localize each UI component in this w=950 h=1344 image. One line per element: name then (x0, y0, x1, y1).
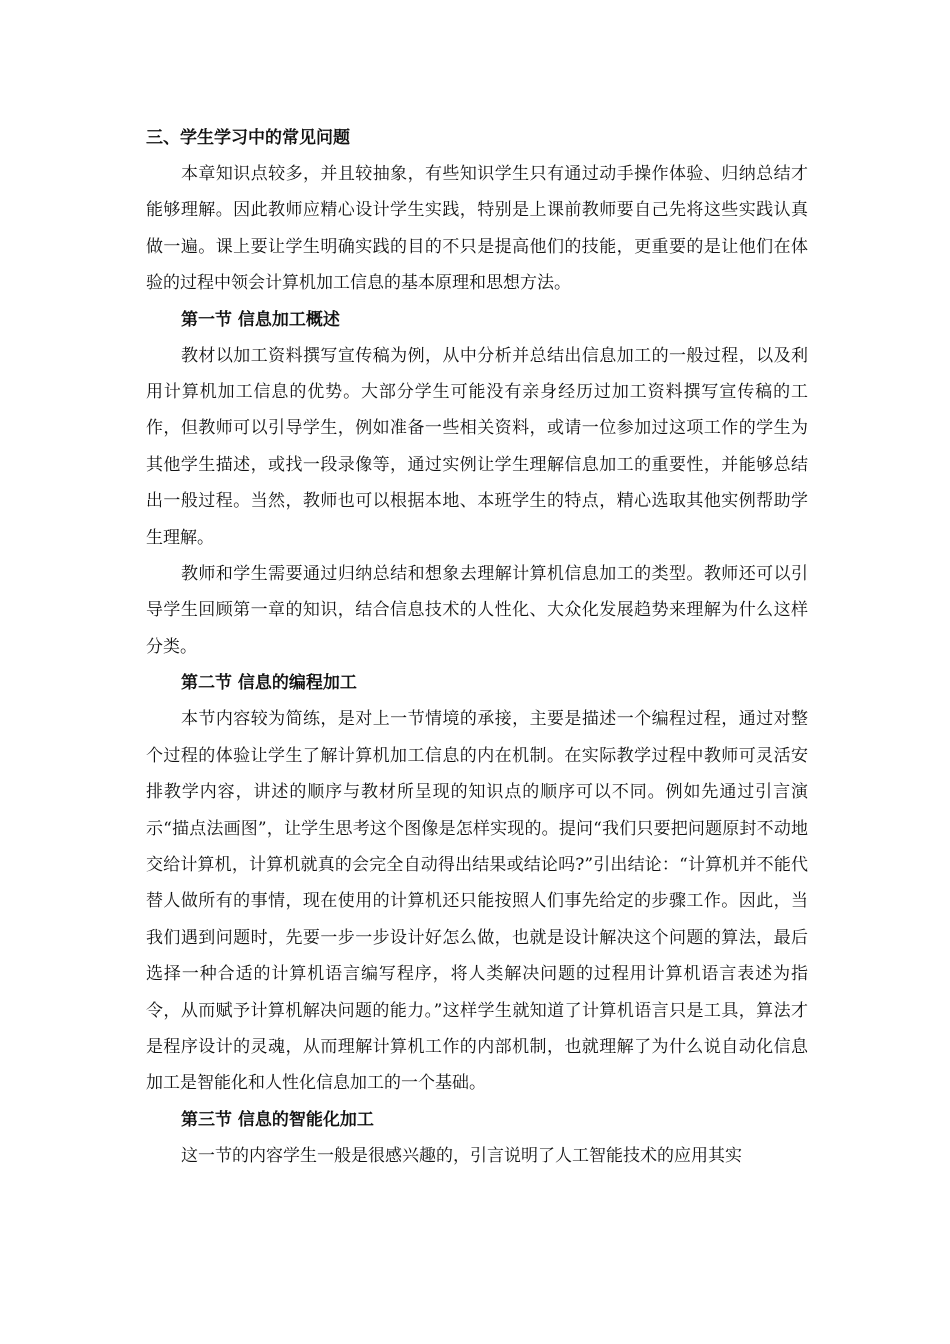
section-heading-part3: 第三节 信息的智能化加工 (181, 1109, 374, 1130)
document-page (146, 120, 808, 1174)
paragraph-part1-a: 教材以加工资料撰写宣传稿为例，从中分析并总结出信息加工的一般过程，以及利用计算机加工信息的优势。大部分学生可能没有亲身经历过加工资料撰写宣传稿的工作，但教师可以引导学生，例如准备一些相关资料，或请一位参加过这项工作的学生为其他学生描述，或找一段录像等，通过实例让学生理解信息加工的重要性，并能够总结出一般过程。当然，教师也可以根据本地、本班学生的特点，精心选取其他实例帮助学生理解。 (146, 345, 808, 548)
section-heading-part1: 第一节 信息加工概述 (181, 309, 340, 330)
section-heading-part2: 第二节 信息的编程加工 (181, 673, 357, 694)
section-heading-common-problems: 三、学生学习中的常见问题 (146, 128, 350, 148)
paragraph-part2: 本节内容较为简练，是对上一节情境的承接，主要是描述一个编程过程，通过对整个过程的体验让学生了解计算机加工信息的内在机制。在实际教学过程中教师可灵活安排教学内容，讲述的顺序与教材所呈现的知识点的顺序可以不同。例如先通过引言演示“描点法画图”，让学生思考这个图像是怎样实现的。提问“我们只要把问题原封不动地交给计算机，计算机就真的会完全自动得出结果或结论吗?”引出结论：“计算机并不能代替人做所有的事情，现在使用的计算机还只能按照人们事先给定的步骤工作。因此，当我们遇到问题时，先要一步一步设计好怎么做，也就是设计解决这个问题的算法，最后选择一种合适的计算机语言编写程序，将人类解决问题的过程用计算机语言表述为指令，从而赋予计算机解决问题的能力。”这样学生就知道了计算机语言只是工具，算法才是程序设计的灵魂，从而理解计算机工作的内部机制，也就理解了为什么说自动化信息加工是智能化和人性化信息加工的一个基础。 (146, 709, 808, 1094)
paragraph-part3: 这一节的内容学生一般是很感兴趣的，引言说明了人工智能技术的应用其实 (181, 1145, 742, 1166)
paragraph-common-problems: 本章知识点较多，并且较抽象，有些知识学生只有通过动手操作体验、归纳总结才能够理解。因此教师应精心设计学生实践，特别是上课前教师要自己先将这些实践认真做一遍。课上要让学生明确实践的目的不只是提高他们的技能，更重要的是让他们在体验的过程中领会计算机加工信息的基本原理和思想方法。 (146, 164, 808, 294)
paragraph-part1-b: 教师和学生需要通过归纳总结和想象去理解计算机信息加工的类型。教师还可以引导学生回顾第一章的知识，结合信息技术的人性化、大众化发展趋势来理解为什么这样分类。 (146, 564, 808, 657)
